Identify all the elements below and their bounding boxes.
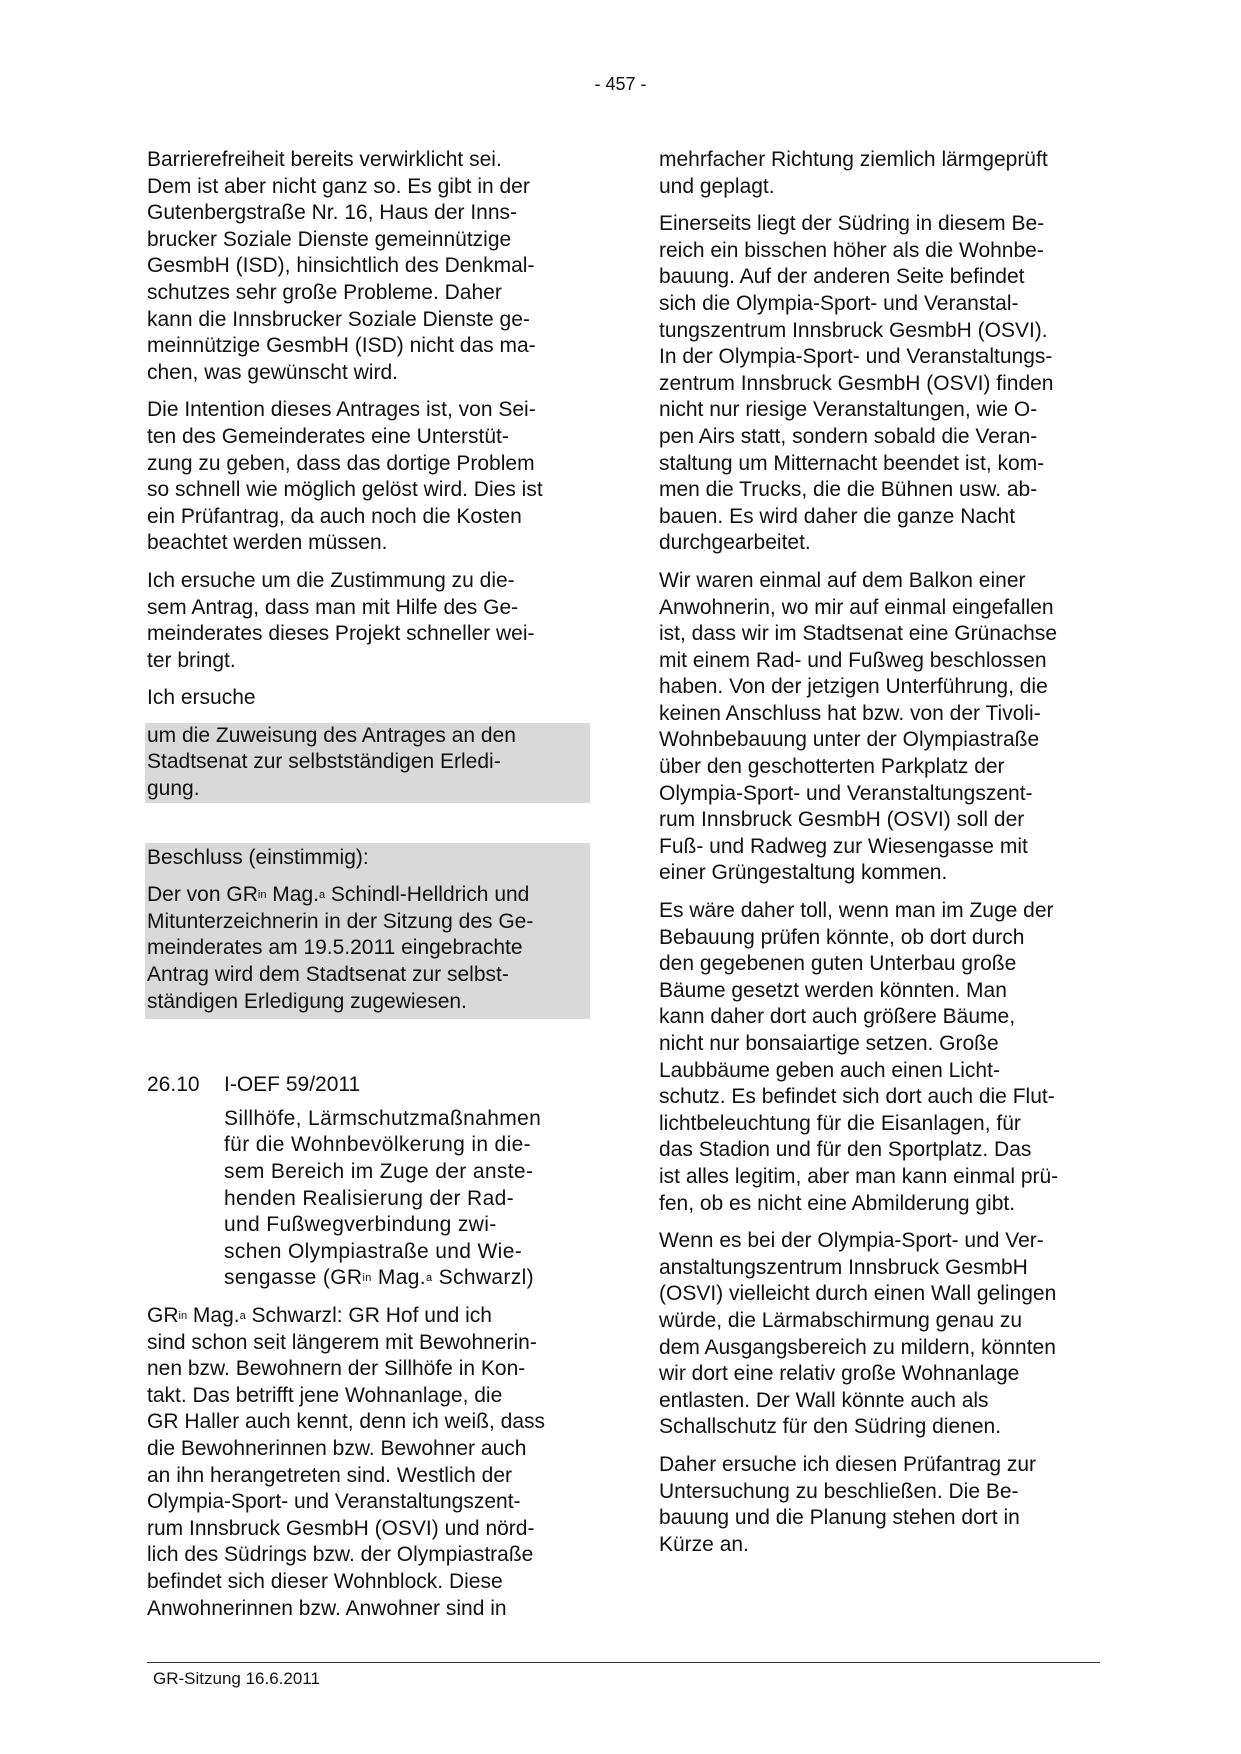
paragraph: Barrierefreiheit bereits verwirklicht sei. Dem ist aber nicht ganz so. Es gibt in der Gutenbergstraße Nr. 16, Haus der Inns- brucker Soziale Dienste gemeinnützige GesmbH (ISD), hinsichtlich des Denkmal- schutzes sehr große Probleme. Daher kann die Innsbrucker Soziale Dienste ge- meinnützige GesmbH (ISD) nicht das ma- chen, was gewünscht wird. bbox=[147, 148, 536, 384]
paragraph: Daher ersuche ich diesen Prüfantrag zur Untersuchung zu beschließen. Die Be- bauung und die Planung stehen dort in Kürze an. bbox=[659, 1452, 1037, 1556]
paragraph: mehrfacher Richtung ziemlich lärmgeprüft und geplagt. bbox=[659, 148, 1048, 198]
decision-text: Der von $GR^{in}$ Mag.$^a$ Schindl-Helldrich und Mitunterzeichnerin in der Sitzung des Ge- meinderates am 19.5.2011 eingebrachte Antrag wird dem Stadtsenat zur selbst- ständigen Erledigung zugewiesen. bbox=[147, 883, 534, 1013]
page-number: - 457 - bbox=[594, 74, 647, 94]
left-column bbox=[147, 147, 592, 1633]
right-column bbox=[659, 147, 1099, 1569]
paragraph: Ich ersuche bbox=[147, 686, 256, 710]
agenda-item-header bbox=[147, 1072, 592, 1099]
request-box: um die Zuweisung des Antrages an den Stadtsenat zur selbstständigen Erledi- gung. bbox=[145, 723, 590, 803]
speech-paragraph: $GR^{in}$ Mag.$^a$ Schwarzl: GR Hof und ich sind schon seit längerem mit Bewohnerin- nen bzw. Bewohnern der Sillhöfe in Kon- takt. Das betrifft jene Wohnanlage, die GR Haller auch kennt, denn ich weiß, dass die Bewohnerinnen bzw. Bewohner auch an ihn herangetreten sind. Westlich der Olympia-Sport- und Veranstaltungszent- rum Innsbruck GesmbH (OSVI) und nörd- lich des Südrings bzw. der Olympiastraße befindet sich dieser Wohnblock. Diese Anwohnerinnen bzw. Anwohner sind in bbox=[147, 1303, 546, 1620]
paragraph: Die Intention dieses Antrages ist, von Sei- ten des Gemeinderates eine Unterstüt- zung zu geben, dass das dortige Problem so schnell wie möglich gelöst wird. Dies ist ein Prüfantrag, da auch noch die Kosten beachtet werden müssen. bbox=[147, 398, 543, 555]
item-code: I-OEF 59/2011 bbox=[224, 1073, 361, 1097]
decision-heading: Beschluss (einstimmig): bbox=[147, 845, 369, 869]
paragraph: Es wäre daher toll, wenn man im Zuge der Bebauung prüfen könnte, ob dort durch den gegebenen guten Unterbau große Bäume gesetzt werden könnten. Man kann daher dort auch größere Bäume, nicht nur bonsaiartige setzen. Große Laubbäume geben auch einen Licht- schutz. Es befindet sich dort auch die Flut- lichtbeleuchtung für die Eisanlagen, für das Stadion und für den Sportplatz. Das ist alles legitim, aber man kann einmal prü- fen, ob es nicht eine Abmilderung gibt. bbox=[659, 899, 1059, 1215]
paragraph: Wenn es bei der Olympia-Sport- und Ver- anstaltungszentrum Innsbruck GesmbH (OSVI) vielleicht durch einen Wall gelingen würde, die Lärmabschirmung genau zu dem Ausgangsbereich zu mildern, könnten wir dort eine relativ große Wohnanlage entlasten. Der Wall könnte auch als Schallschutz für den Südring dienen. bbox=[659, 1229, 1057, 1439]
agenda-item-title: Sillhöfe, Lärmschutzmaßnahmen für die Wohnbevölkerung in die- sem Bereich im Zuge der anste- henden Realisierung der Rad- und Fußwegverbindung zwi- schen Olympiastraße und Wie- sengasse ($GR^{in}$ Mag.$^a$ Schwarzl) bbox=[224, 1106, 542, 1290]
footer-divider bbox=[147, 1662, 1100, 1663]
paragraph: Einerseits liegt der Südring in diesem Be- reich ein bisschen höher als die Wohnbe- bauung. Auf der anderen Seite befindet sich die Olympia-Sport- und Veranstal- tungszentrum Innsbruck GesmbH (OSVI). In der Olympia-Sport- und Veranstaltungs- zentrum Innsbruck GesmbH (OSVI) finden nicht nur riesige Veranstaltungen, wie O- pen Airs statt, sondern sobald die Veran- staltung um Mitternacht beendet ist, kom- men die Trucks, die die Bühnen usw. ab- bauen. Es wird daher die ganze Nacht durchgearbeitet. bbox=[659, 212, 1054, 555]
decision-box bbox=[145, 843, 590, 1020]
paragraph: Wir waren einmal auf dem Balkon einer Anwohnerin, wo mir auf einmal eingefallen ist, dass wir im Stadtsenat eine Grünachse mit einem Rad- und Fußweg beschlossen haben. Von der jetzigen Unterführung, die keinen Anschluss hat bzw. von der Tivoli- Wohnbebauung unter der Olympiastraße über den geschotterten Parkplatz der Olympia-Sport- und Veranstaltungszent- rum Innsbruck GesmbH (OSVI) soll der Fuß- und Radweg zur Wiesengasse mit einer Grüngestaltung kommen. bbox=[659, 568, 1058, 885]
footer-session-date: GR-Sitzung 16.6.2011 bbox=[153, 1669, 320, 1688]
item-number: 26.10 bbox=[147, 1073, 200, 1097]
paragraph: Ich ersuche um die Zustimmung zu die- sem Antrag, dass man mit Hilfe des Ge- meinderates dieses Projekt schneller wei- ter bringt. bbox=[147, 568, 535, 672]
